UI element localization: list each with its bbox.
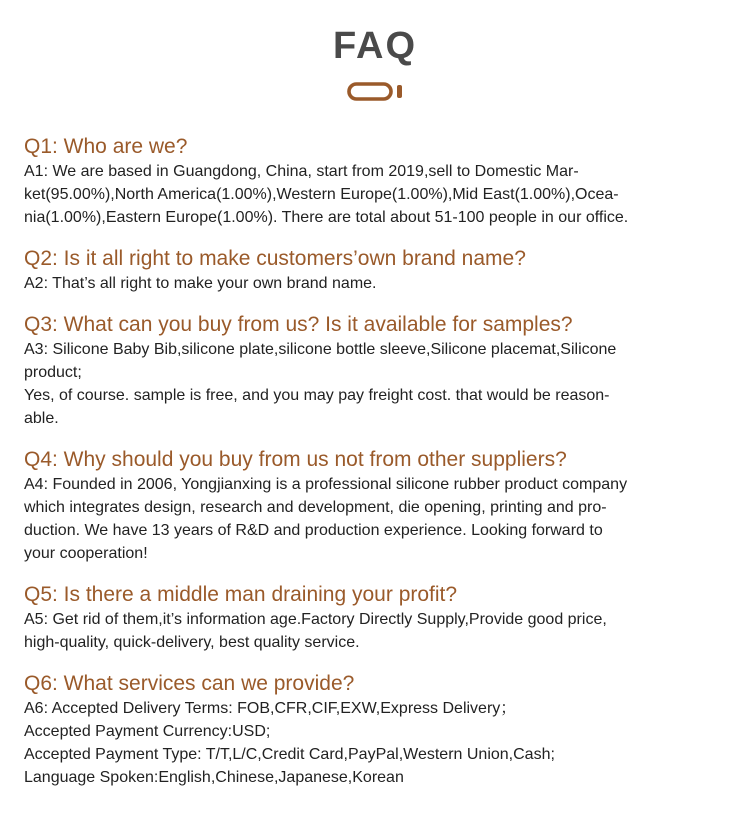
answer-line: your cooperation!: [24, 545, 148, 562]
answer-line: A2: That’s all right to make your own brand name.: [24, 275, 377, 292]
faq-item-q5: [24, 581, 724, 654]
faq-item-q1: [24, 133, 724, 229]
question-q3: Q3: What can you buy from us? Is it available for samples?: [24, 313, 573, 336]
question-q5: Q5: Is there a middle man draining your profit?: [24, 583, 458, 606]
answer-line: nia(1.00%),Eastern Europe(1.00%). There are total about 51-100 people in our office.: [24, 209, 629, 226]
answer-line: Accepted Payment Type: T/T,L/C,Credit Card,PayPal,Western Union,Cash;: [24, 746, 555, 763]
answer-line: ket(95.00%),North America(1.00%),Western Europe(1.00%),Mid East(1.00%),Ocea-: [24, 186, 619, 203]
page-title: FAQ: [332, 25, 418, 67]
answer-line: Accepted Payment Currency:USD;: [24, 723, 271, 740]
answer-line: A1: We are based in Guangdong, China, start from 2019,sell to Domestic Mar-: [24, 163, 579, 180]
answer-line: A4: Founded in 2006, Yongjianxing is a professional silicone rubber product company: [24, 476, 628, 493]
answer-line: duction. We have 13 years of R&D and production experience. Looking forward to: [24, 522, 603, 539]
faq-item-q2: [24, 245, 724, 295]
faq-item-q6: [24, 670, 724, 789]
answer-line: able.: [24, 410, 59, 427]
answer-line: which integrates design, research and development, die opening, printing and pro-: [24, 499, 607, 516]
faq-item-q4: [24, 446, 724, 565]
answer-line: product;: [24, 364, 82, 381]
question-q2: Q2: Is it all right to make customers’own brand name?: [24, 247, 526, 270]
faq-item-q3: [24, 311, 724, 430]
answer-line: A3: Silicone Baby Bib,silicone plate,silicone bottle sleeve,Silicone placemat,Silicone: [24, 341, 617, 358]
answer-line: high-quality, quick-delivery, best quality service.: [24, 634, 360, 651]
question-q4: Q4: Why should you buy from us not from other suppliers?: [24, 448, 567, 471]
faq-list: [24, 133, 724, 805]
answer-line: A5: Get rid of them,it’s information age.Factory Directly Supply,Provide good price,: [24, 611, 607, 628]
question-q6: Q6: What services can we provide?: [24, 672, 355, 695]
question-q1: Q1: Who are we?: [24, 135, 188, 158]
capsule-toggle-icon: [346, 80, 406, 104]
answer-line: A6: Accepted Delivery Terms: FOB,CFR,CIF,EXW,Express Delivery；: [24, 700, 517, 717]
answer-line: Language Spoken:English,Chinese,Japanese,Korean: [24, 769, 404, 786]
answer-line: Yes, of course. sample is free, and you may pay freight cost. that would be reason-: [24, 387, 610, 404]
